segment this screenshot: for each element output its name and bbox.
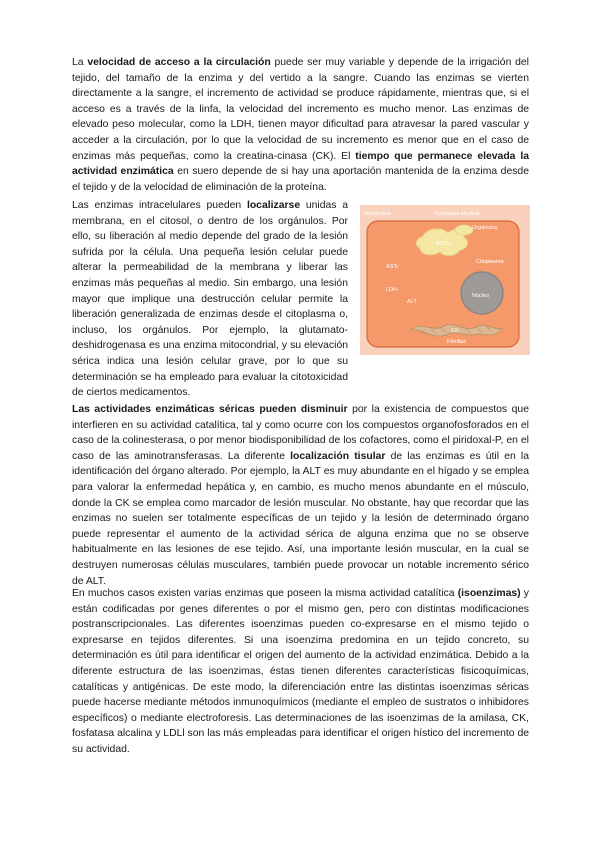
label-ck: CK xyxy=(451,328,459,334)
text: y están codificadas por genes diferentes o por el mismo gen, pero con distintas modificaciones postranscripcionales. Las diferentes isoenzimas pueden co-expresarse en el mismo tejido o expresarse en tejidos diferentes. Si una isoenzima predomina en un tejido concreto, su determinación es útil para identificar el origen del aumento de la actividad enzimática. Debido a la diferente estructura de las isoenzimas, éstas tienen diferentes características fisicoquímicas, catalíticas y antigénicas. De este modo, la diferenciación entre las distintas isoenzimas séricas puede hacerse mediante métodos inmunoquímicos (mediante el empleo de sustratos o inhibidores específicos) o mediante electroforesis. Las determinaciones de las isoenzimas de la amilasa, CK, fosfatasa alcalina y LDLl son las más empleadas para identificar el origen hístico del incremento de su actividad. xyxy=(72,588,530,755)
bold-term: tiempo que permanece elevada la actividad enzimática xyxy=(72,150,529,178)
text: puede ser muy variable y depende de la irrigación del tejido, del tamaño de la enzima y del vertido a la sangre. Cuando las enzimas se vierten directamente a la sangre, el incremento de actividad se produce rápidamente, mientras que, si el acceso es a través de la linfa, la velocidad del incremento es mucho menor. Las enzimas de elevado peso molecular, como la LDH, tienen mayor dificultad para atravesar la pared vascular y acceder a la circulación, por lo que la velocidad de su incremento es menor que en el caso de enzimas más pequeñas, como la creatina-cinasa (CK). El xyxy=(72,57,529,162)
text: La xyxy=(72,57,88,68)
cell-enzyme-diagram xyxy=(360,205,530,355)
label-ldh: LDH xyxy=(386,287,398,293)
text: En muchos casos existen varias enzimas que poseen la misma actividad catalítica xyxy=(72,588,458,599)
paragraph-isoenzymes xyxy=(72,586,529,758)
text: unidas a membrana, en el citosol, o dentro de los orgánulos. Por ello, su liberación al medio depende del grado de la lesión sufrida por la célula. Una pequeña lesión celular puede alterar la permeabilidad de la membrana y liberar las enzimas más pequeñas al medio. Sin embargo, una lesión mayor que implique una destrucción celular permite la liberación generalizada de enzimas desde el citoplasma o, incluso, los orgánulos. Por ejemplo, la glutamato-deshidrogenasa es una enzima mitocondrial, y su elevación sérica indica una lesión celular grave, por lo que su determinación se ha empleado para evaluar la citotoxicidad de ciertos medicamentos. xyxy=(72,200,349,399)
label-nucleo: Núcleo xyxy=(472,293,490,299)
label-membrana: Membrana xyxy=(364,211,391,217)
paragraph-decreased-activity xyxy=(72,402,529,589)
label-astc: ASTc xyxy=(386,264,399,270)
paragraph-circulation-velocity xyxy=(72,55,529,195)
text: de las enzimas es útil en la identificación del órgano alterado. Por ejemplo, la ALT es muy abundante en el hígado y se emplea para valorar la enfermedad hepática y, en cambio, es mucho menos abundante en el músculo, donde la CK se emplea como marcador de lesión muscular. No obstante, hay que recordar que las enzimas no suelen ser totalmente específicas de un tejido y la lesión de determinado órgano puede representar el aumento de la actividad sérica de alguna enzima que no se observe habitualmente en las lesiones de ese tejido. Así, una importante lesión muscular, en la cual se destruyen numerosas células musculares, también puede provocar un notable incremento sérico de ALT. xyxy=(72,450,530,587)
text: por la existencia de compuestos que interfieren en su actividad catalítica, tal y como ocurre con los compuestos organofosforados en el caso de la colinesterasa, o por menor biodisponibilidad de los cofactores, como el piridoxal-P, en el caso de las aminotransferasas. La diferente xyxy=(72,404,529,462)
paragraph-localization xyxy=(72,198,348,401)
label-alt: ALT xyxy=(407,299,417,305)
bold-term: (isoenzimas) xyxy=(457,588,521,599)
label-citoplasma: Citoplasma xyxy=(476,259,504,265)
label-organulos: Orgánulos xyxy=(472,225,498,231)
label-fosfatasa-alcalina: Fosfatasa alcalina xyxy=(435,211,480,217)
text: Las enzimas intracelulares pueden xyxy=(72,200,247,211)
label-fibrillas: Fibrillas xyxy=(447,339,466,345)
bold-term: localizarse xyxy=(246,200,301,211)
bold-term: velocidad de acceso a la circulación xyxy=(87,57,271,68)
text: en suero depende de si hay una aportación mantenida de la enzima desde el tejido y de la velocidad de eliminación de la proteína. xyxy=(72,166,529,193)
organelle-secondary xyxy=(455,225,473,235)
label-astm: ASTm xyxy=(436,241,452,247)
bold-term: Las actividades enzimáticas séricas pueden disminuir xyxy=(72,404,348,415)
cell-diagram-svg xyxy=(360,205,530,355)
bold-term: localización tisular xyxy=(290,450,386,462)
